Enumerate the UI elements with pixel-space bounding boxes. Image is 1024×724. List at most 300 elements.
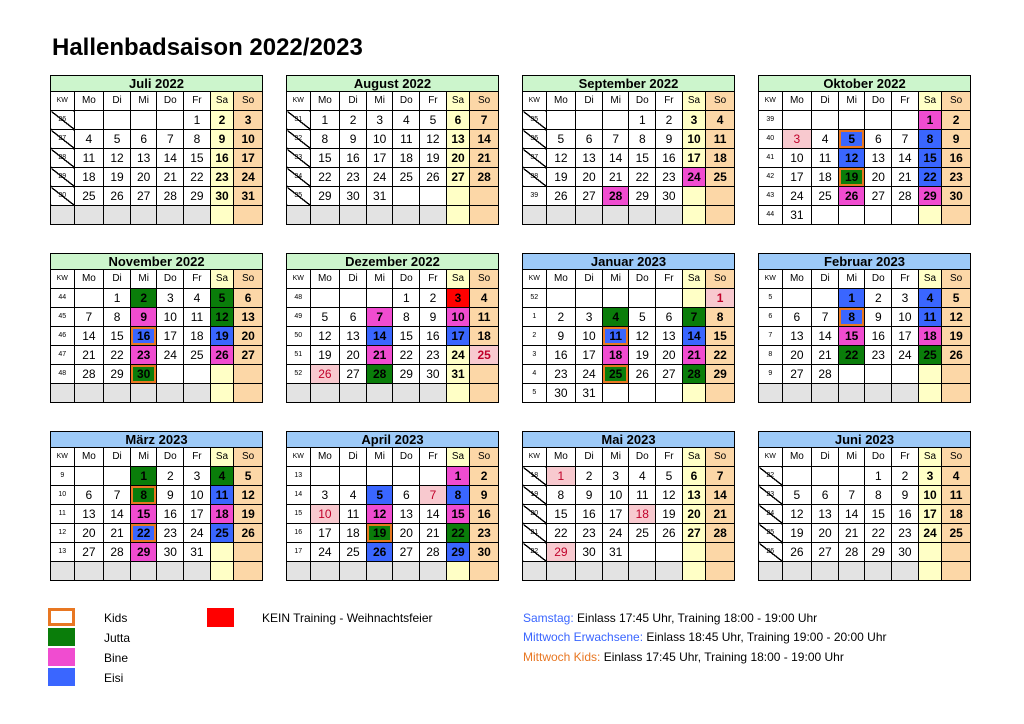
month-calendar <box>522 253 735 403</box>
day-cell: 6 <box>782 308 812 327</box>
weekday-header: So <box>470 92 499 111</box>
week-number: 46 <box>51 327 75 346</box>
week-number: 2 <box>523 327 547 346</box>
day-cell: 16 <box>656 149 683 168</box>
day-cell <box>157 384 184 403</box>
day-cell: 14 <box>74 327 104 346</box>
day-cell: 12 <box>782 505 812 524</box>
day-cell <box>546 111 576 130</box>
week-number: 35 <box>523 111 547 130</box>
day-cell: 20 <box>656 346 683 365</box>
month-title: August 2022 <box>286 75 499 92</box>
week-number: 51 <box>287 346 311 365</box>
day-cell: 20 <box>340 346 367 365</box>
day-cell: 5 <box>310 308 340 327</box>
weekday-header: Mi <box>602 448 629 467</box>
weekday-header: Mi <box>602 270 629 289</box>
month-calendar <box>758 253 971 403</box>
weekday-header: Sa <box>682 270 706 289</box>
day-cell: 22 <box>918 168 942 187</box>
day-cell <box>546 562 576 581</box>
day-cell <box>942 562 971 581</box>
day-cell: 5 <box>629 308 656 327</box>
info-text: Einlass 17:45 Uhr, Training 18:00 - 19:00 Uhr <box>600 650 844 664</box>
week-number: 37 <box>523 149 547 168</box>
day-cell: 30 <box>130 365 157 384</box>
day-cell: 19 <box>366 524 393 543</box>
day-cell: 31 <box>576 384 603 403</box>
day-cell: 23 <box>157 524 184 543</box>
day-cell: 27 <box>782 365 812 384</box>
weekday-header: KW <box>523 270 547 289</box>
day-cell: 8 <box>918 130 942 149</box>
weekday-header: So <box>942 270 971 289</box>
day-cell: 24 <box>234 168 263 187</box>
day-cell: 29 <box>130 543 157 562</box>
day-cell <box>210 365 234 384</box>
day-cell: 30 <box>470 543 499 562</box>
day-cell: 28 <box>104 543 131 562</box>
day-cell: 12 <box>838 149 865 168</box>
day-cell: 10 <box>782 149 812 168</box>
day-cell: 17 <box>782 168 812 187</box>
day-cell <box>629 543 656 562</box>
day-cell: 3 <box>782 130 812 149</box>
day-cell: 14 <box>682 327 706 346</box>
day-cell <box>234 562 263 581</box>
day-cell: 19 <box>546 168 576 187</box>
day-cell: 19 <box>310 346 340 365</box>
day-cell: 3 <box>184 467 211 486</box>
day-cell: 2 <box>340 111 367 130</box>
weekday-header: Fr <box>184 448 211 467</box>
day-cell <box>602 111 629 130</box>
day-cell: 18 <box>812 168 839 187</box>
weekday-header: Do <box>865 448 892 467</box>
day-cell <box>74 467 104 486</box>
day-cell: 4 <box>918 289 942 308</box>
legend-label: KEIN Training - Weihnachtsfeier <box>262 611 433 625</box>
weekday-header: KW <box>523 448 547 467</box>
day-cell: 8 <box>838 308 865 327</box>
day-cell <box>470 206 499 225</box>
week-number: 34 <box>287 168 311 187</box>
weekday-header: Sa <box>918 448 942 467</box>
day-cell: 19 <box>104 168 131 187</box>
week-number: 38 <box>523 168 547 187</box>
day-cell: 4 <box>470 289 499 308</box>
day-cell: 7 <box>892 130 919 149</box>
week-number: 27 <box>51 130 75 149</box>
day-cell: 24 <box>446 346 470 365</box>
day-cell: 7 <box>838 486 865 505</box>
week-number: 52 <box>523 289 547 308</box>
day-cell <box>812 562 839 581</box>
weekday-header: Di <box>576 270 603 289</box>
day-cell: 26 <box>310 365 340 384</box>
day-cell: 16 <box>130 327 157 346</box>
week-number: 13 <box>51 543 75 562</box>
day-cell: 2 <box>865 289 892 308</box>
day-cell: 22 <box>706 346 735 365</box>
weekday-header: Mo <box>782 92 812 111</box>
weekday-header: Do <box>157 270 184 289</box>
day-cell <box>602 384 629 403</box>
day-cell: 28 <box>706 524 735 543</box>
day-cell: 14 <box>157 149 184 168</box>
day-cell <box>576 206 603 225</box>
day-cell <box>782 289 812 308</box>
weekday-header: KW <box>287 92 311 111</box>
day-cell: 14 <box>706 486 735 505</box>
legend-swatch-eisi <box>48 668 75 686</box>
week-number: 16 <box>287 524 311 543</box>
day-cell: 22 <box>104 346 131 365</box>
weekday-header: So <box>706 448 735 467</box>
weekday-header: Mo <box>310 270 340 289</box>
day-cell: 7 <box>682 308 706 327</box>
weekday-header: Fr <box>420 92 447 111</box>
day-cell: 11 <box>629 486 656 505</box>
week-number: 44 <box>51 289 75 308</box>
day-cell: 26 <box>210 346 234 365</box>
day-cell: 13 <box>74 505 104 524</box>
day-cell: 22 <box>184 168 211 187</box>
month-calendar <box>522 75 735 225</box>
month-title: Oktober 2022 <box>758 75 971 92</box>
week-number <box>51 384 75 403</box>
day-cell: 17 <box>602 505 629 524</box>
day-cell: 1 <box>130 467 157 486</box>
day-cell: 17 <box>157 327 184 346</box>
day-cell: 20 <box>446 149 470 168</box>
weekday-header: Fr <box>656 448 683 467</box>
legend-swatch-bine <box>48 648 75 666</box>
day-cell: 25 <box>74 187 104 206</box>
day-cell: 17 <box>446 327 470 346</box>
day-cell: 16 <box>942 149 971 168</box>
weekday-header: Mi <box>838 270 865 289</box>
day-cell <box>892 562 919 581</box>
weekday-header: Fr <box>892 92 919 111</box>
week-number <box>523 206 547 225</box>
week-number: 19 <box>523 486 547 505</box>
day-cell: 28 <box>892 187 919 206</box>
day-cell <box>446 384 470 403</box>
day-cell: 22 <box>393 346 420 365</box>
day-cell: 9 <box>470 486 499 505</box>
day-cell: 16 <box>546 346 576 365</box>
day-cell: 22 <box>629 168 656 187</box>
day-cell <box>812 467 839 486</box>
day-cell: 10 <box>918 486 942 505</box>
day-cell: 29 <box>865 543 892 562</box>
day-cell <box>892 111 919 130</box>
month-title: Dezember 2022 <box>286 253 499 270</box>
day-cell: 12 <box>104 149 131 168</box>
day-cell <box>157 562 184 581</box>
day-cell <box>340 206 367 225</box>
week-number: 39 <box>523 187 547 206</box>
day-cell: 5 <box>838 130 865 149</box>
day-cell: 30 <box>157 543 184 562</box>
month-calendar <box>50 75 263 225</box>
day-cell: 10 <box>602 486 629 505</box>
day-cell: 28 <box>602 187 629 206</box>
day-cell <box>706 187 735 206</box>
info-label: Mittwoch Kids: <box>523 650 601 664</box>
legend-swatch-jutta <box>48 628 75 646</box>
day-cell: 23 <box>130 346 157 365</box>
day-cell: 16 <box>210 149 234 168</box>
weekday-header: KW <box>287 270 311 289</box>
month-calendar <box>758 75 971 225</box>
day-cell: 24 <box>602 524 629 543</box>
day-cell: 3 <box>310 486 340 505</box>
day-cell <box>470 365 499 384</box>
day-cell: 7 <box>812 308 839 327</box>
week-number: 11 <box>51 505 75 524</box>
day-cell <box>942 543 971 562</box>
day-cell: 25 <box>470 346 499 365</box>
week-number: 32 <box>287 130 311 149</box>
day-cell: 16 <box>420 327 447 346</box>
day-cell: 8 <box>104 308 131 327</box>
weekday-header: Sa <box>446 448 470 467</box>
day-cell: 16 <box>340 149 367 168</box>
day-cell <box>682 206 706 225</box>
day-cell <box>812 384 839 403</box>
day-cell: 31 <box>602 543 629 562</box>
day-cell: 12 <box>310 327 340 346</box>
info-line <box>523 611 817 625</box>
month-title: Juni 2023 <box>758 431 971 448</box>
day-cell: 14 <box>420 505 447 524</box>
day-cell: 13 <box>446 130 470 149</box>
day-cell: 27 <box>812 543 839 562</box>
day-cell: 7 <box>470 111 499 130</box>
week-number: 21 <box>523 524 547 543</box>
day-cell: 30 <box>210 187 234 206</box>
day-cell: 18 <box>74 168 104 187</box>
weekday-header: Di <box>340 92 367 111</box>
week-number: 26 <box>51 111 75 130</box>
day-cell: 8 <box>706 308 735 327</box>
day-cell: 6 <box>865 130 892 149</box>
day-cell: 2 <box>157 467 184 486</box>
weekday-header: Di <box>104 270 131 289</box>
day-cell <box>393 206 420 225</box>
weekday-header: Do <box>393 448 420 467</box>
weekday-header: KW <box>287 448 311 467</box>
day-cell: 18 <box>184 327 211 346</box>
weekday-header: Fr <box>892 448 919 467</box>
day-cell <box>942 206 971 225</box>
day-cell: 17 <box>576 346 603 365</box>
day-cell <box>130 111 157 130</box>
day-cell <box>340 562 367 581</box>
day-cell: 23 <box>546 365 576 384</box>
day-cell: 27 <box>74 543 104 562</box>
day-cell: 21 <box>838 524 865 543</box>
day-cell: 9 <box>420 308 447 327</box>
weekday-header: Sa <box>210 92 234 111</box>
day-cell: 26 <box>656 524 683 543</box>
day-cell: 24 <box>918 524 942 543</box>
day-cell: 8 <box>865 486 892 505</box>
day-cell <box>918 384 942 403</box>
day-cell: 20 <box>74 524 104 543</box>
day-cell: 10 <box>576 327 603 346</box>
day-cell: 2 <box>892 467 919 486</box>
day-cell: 13 <box>682 486 706 505</box>
weekday-header: Mi <box>130 92 157 111</box>
day-cell: 29 <box>104 365 131 384</box>
day-cell: 11 <box>210 486 234 505</box>
day-cell: 13 <box>865 149 892 168</box>
day-cell: 29 <box>629 187 656 206</box>
day-cell: 28 <box>420 543 447 562</box>
day-cell: 17 <box>310 524 340 543</box>
day-cell: 19 <box>210 327 234 346</box>
day-cell <box>865 365 892 384</box>
day-cell <box>942 384 971 403</box>
week-number: 17 <box>287 543 311 562</box>
day-cell: 27 <box>393 543 420 562</box>
day-cell: 14 <box>812 327 839 346</box>
day-cell: 18 <box>629 505 656 524</box>
page-title: Hallenbadsaison 2022/2023 <box>52 34 363 61</box>
day-cell: 24 <box>782 187 812 206</box>
day-cell <box>74 384 104 403</box>
weekday-header: So <box>234 92 263 111</box>
weekday-header: Mi <box>838 92 865 111</box>
week-number: 30 <box>51 187 75 206</box>
day-cell: 11 <box>918 308 942 327</box>
day-cell <box>310 289 340 308</box>
week-number <box>287 562 311 581</box>
day-cell: 4 <box>210 467 234 486</box>
day-cell: 2 <box>546 308 576 327</box>
day-cell: 26 <box>420 168 447 187</box>
day-cell: 6 <box>576 130 603 149</box>
weekday-header: Mi <box>838 448 865 467</box>
day-cell: 11 <box>706 130 735 149</box>
day-cell: 21 <box>602 168 629 187</box>
day-cell: 24 <box>366 168 393 187</box>
day-cell: 3 <box>602 467 629 486</box>
weekday-header: So <box>234 270 263 289</box>
day-cell <box>104 562 131 581</box>
day-cell: 13 <box>130 149 157 168</box>
day-cell <box>130 206 157 225</box>
weekday-header: Sa <box>918 92 942 111</box>
day-cell: 20 <box>576 168 603 187</box>
day-cell <box>470 187 499 206</box>
weekday-header: Fr <box>420 270 447 289</box>
day-cell: 16 <box>892 505 919 524</box>
day-cell <box>234 365 263 384</box>
day-cell <box>602 562 629 581</box>
day-cell: 21 <box>812 346 839 365</box>
day-cell: 25 <box>210 524 234 543</box>
weekday-header: Di <box>576 92 603 111</box>
day-cell: 3 <box>892 289 919 308</box>
month-title: April 2023 <box>286 431 499 448</box>
week-number <box>523 562 547 581</box>
day-cell <box>184 365 211 384</box>
day-cell: 8 <box>184 130 211 149</box>
day-cell: 5 <box>782 486 812 505</box>
day-cell <box>602 206 629 225</box>
weekday-header: Di <box>812 270 839 289</box>
day-cell <box>74 289 104 308</box>
day-cell <box>892 365 919 384</box>
day-cell: 23 <box>892 524 919 543</box>
week-number <box>759 384 783 403</box>
day-cell: 16 <box>470 505 499 524</box>
day-cell <box>576 111 603 130</box>
day-cell <box>184 562 211 581</box>
day-cell: 5 <box>234 467 263 486</box>
day-cell: 18 <box>210 505 234 524</box>
weekday-header: Fr <box>420 448 447 467</box>
day-cell: 3 <box>918 467 942 486</box>
day-cell: 27 <box>340 365 367 384</box>
day-cell: 3 <box>234 111 263 130</box>
day-cell <box>340 289 367 308</box>
day-cell: 27 <box>130 187 157 206</box>
day-cell: 20 <box>234 327 263 346</box>
day-cell <box>782 111 812 130</box>
weekday-header: Mi <box>602 92 629 111</box>
day-cell: 6 <box>812 486 839 505</box>
day-cell: 9 <box>865 308 892 327</box>
day-cell: 12 <box>366 505 393 524</box>
month-calendar <box>286 253 499 403</box>
weekday-header: Do <box>629 448 656 467</box>
weekday-header: Mi <box>366 270 393 289</box>
day-cell: 26 <box>234 524 263 543</box>
day-cell <box>393 384 420 403</box>
day-cell: 16 <box>576 505 603 524</box>
day-cell <box>629 289 656 308</box>
weekday-header: Sa <box>446 92 470 111</box>
day-cell: 14 <box>892 149 919 168</box>
day-cell: 24 <box>157 346 184 365</box>
weekday-header: KW <box>759 270 783 289</box>
week-number: 12 <box>51 524 75 543</box>
day-cell <box>104 467 131 486</box>
week-number: 15 <box>287 505 311 524</box>
week-number: 35 <box>287 187 311 206</box>
day-cell: 7 <box>420 486 447 505</box>
weekday-header: So <box>470 448 499 467</box>
weekday-header: Mo <box>546 448 576 467</box>
day-cell: 26 <box>366 543 393 562</box>
day-cell <box>682 543 706 562</box>
day-cell: 6 <box>656 308 683 327</box>
week-number: 26 <box>759 543 783 562</box>
week-number: 36 <box>523 130 547 149</box>
week-number: 1 <box>523 308 547 327</box>
day-cell: 14 <box>104 505 131 524</box>
day-cell: 9 <box>546 327 576 346</box>
day-cell <box>420 384 447 403</box>
day-cell: 23 <box>656 168 683 187</box>
day-cell: 14 <box>366 327 393 346</box>
day-cell: 2 <box>420 289 447 308</box>
